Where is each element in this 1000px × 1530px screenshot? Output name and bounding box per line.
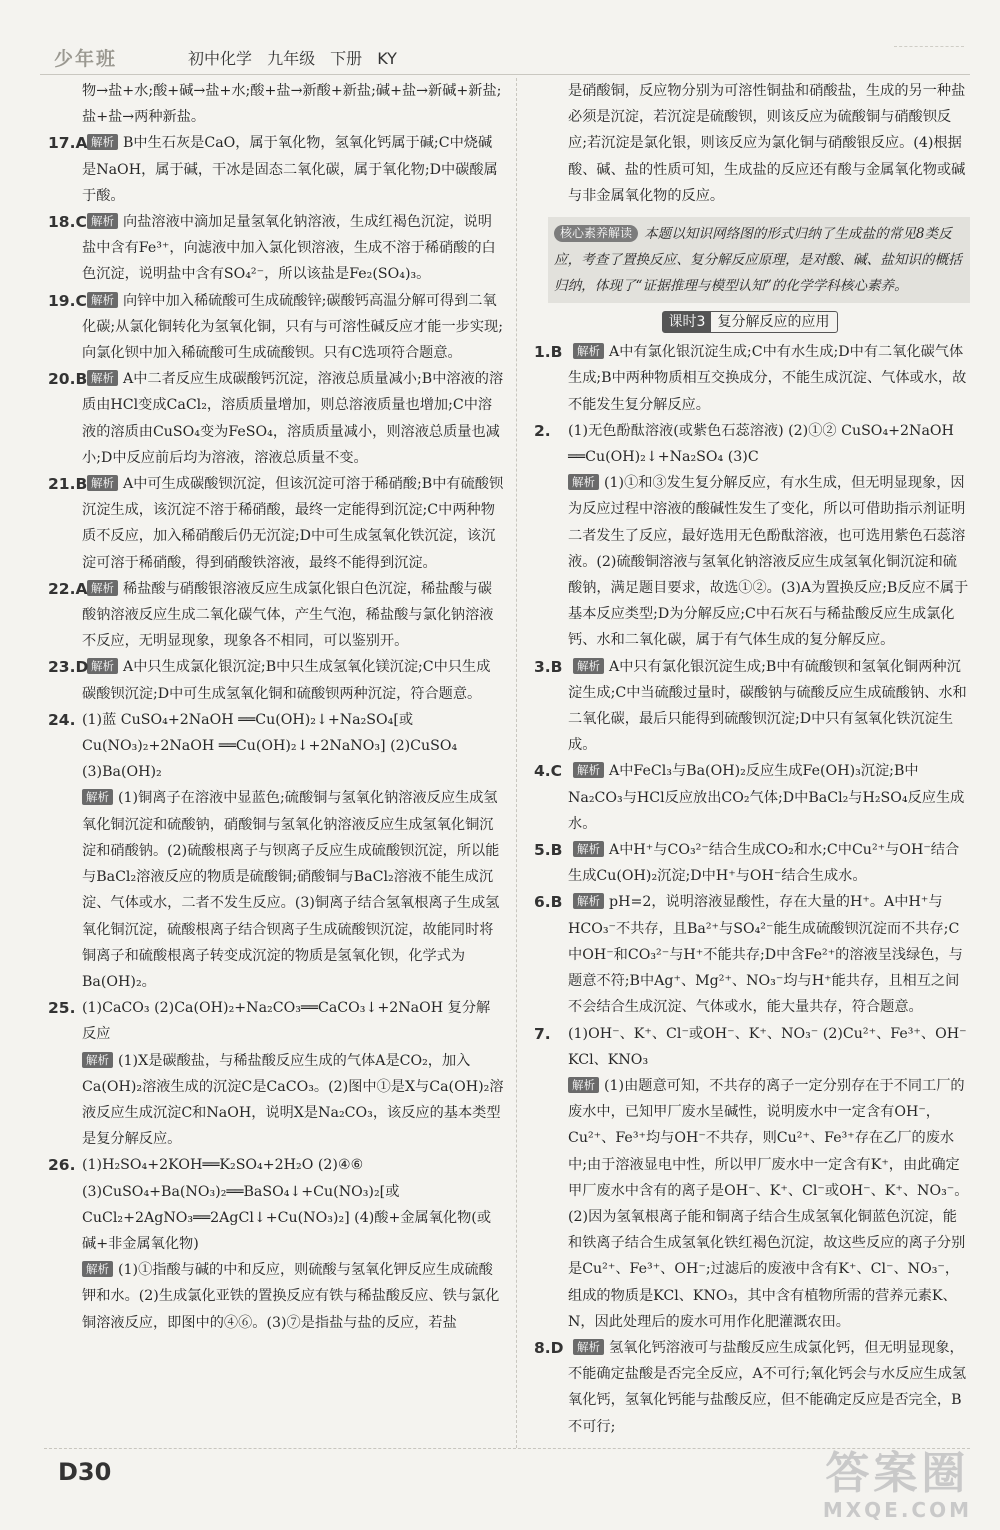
column-divider — [516, 78, 517, 1448]
analysis-tag: 解析 — [87, 134, 118, 150]
analysis-tag: 解析 — [87, 292, 118, 308]
analysis-tag: 解析 — [82, 789, 113, 805]
answer-item — [44, 78, 504, 130]
header-decoration — [894, 46, 964, 67]
answer-item — [44, 707, 504, 786]
subject-title: 初中化学 九年级 下册 KY — [188, 49, 397, 68]
analysis-tag: 解析 — [87, 475, 118, 491]
question-number: 23.D — [48, 658, 89, 677]
answer-item — [530, 1021, 970, 1073]
answer-item — [530, 1073, 970, 1335]
lesson-title: 复分解反应的应用 — [717, 314, 830, 331]
answer-text: A中H⁺与CO₃²⁻结合生成CO₂和水;C中Cu²⁺与OH⁻结合生成Cu(OH)₂沉淀;D中H⁺与OH⁻结合生成水。 — [568, 842, 960, 885]
watermark-url: MXQE.COM — [822, 1498, 972, 1522]
answer-text: (1)OH⁻、K⁺、Cl⁻或OH⁻、K⁺、NO₃⁻ (2)Cu²⁺、Fe³⁺、OH⁻ KCl、KNO₃ — [568, 1025, 967, 1068]
answer-item — [44, 209, 504, 288]
answer-item — [44, 130, 504, 209]
question-number: 20.B — [48, 370, 88, 389]
answer-item — [530, 339, 970, 418]
analysis-tag: 解析 — [87, 213, 118, 229]
answer-text: 氢氧化钙溶液可与盐酸反应生成氯化钙，但无明显现象，不能确定盐酸是否完全反应，A不可行;氧化钙会与水反应生成氢氧化钙，氢氧化钙能与盐酸反应，但不能确定反应是否完全，B不可行; — [568, 1339, 967, 1435]
answer-item — [44, 654, 504, 706]
answer-item — [44, 785, 504, 995]
answer-item — [44, 576, 504, 655]
analysis-tag: 解析 — [87, 580, 118, 596]
answer-text: A中只有氯化银沉淀生成;B中有硫酸钡和氢氧化铜两种沉淀生成;C中当硫酸过量时，碳酸钠与硫酸反应生成硫酸钠、水和二氧化碳，最后只能得到硫酸钡沉淀;D中只有氢氧化铁沉淀生成。 — [568, 658, 967, 754]
answer-text: B中生石灰是CaO，属于氧化物，氢氧化钙属于碱;C中烧碱是NaOH，属于碱，干冰是固态二氧化碳，属于氧化物;D中碳酸属于酸。 — [82, 135, 498, 204]
analysis-tag: 解析 — [87, 658, 118, 674]
answer-item — [44, 995, 504, 1047]
note-label: 核心素养解读 — [554, 225, 638, 242]
watermark-logo: 答案圈 — [825, 1448, 970, 1499]
answer-item — [44, 471, 504, 576]
answer-text: (1)无色酚酞溶液(或紫色石蕊溶液) (2)①② CuSO₄+2NaOH ══Cu(OH)₂↓+Na₂SO₄ (3)C — [568, 422, 954, 466]
question-number: 1.B — [534, 343, 563, 362]
answer-item — [530, 470, 970, 653]
answer-text: pH=2，说明溶液显酸性，存在大量的H⁺。A中H⁺与HCO₃⁻不共存，且Ba²⁺与SO₄²⁻能生成硫酸钡沉淀而不共存;C中OH⁻和CO₃²⁻与H⁺不能共存;D中含Fe²⁺的溶液呈浅绿色，与题意不符;B中Ag⁺、Mg²⁺、NO₃⁻均与H⁺能共存，且相互之间不会结合生成沉淀、气体或水，能大量共存，符合题意。 — [568, 894, 963, 1016]
analysis-tag: 解析 — [568, 474, 599, 490]
answer-item — [530, 1335, 970, 1440]
question-number: 4.C — [534, 762, 563, 781]
analysis-tag: 解析 — [568, 1077, 599, 1093]
watermark — [823, 1450, 972, 1522]
analysis-tag: 解析 — [573, 658, 604, 674]
analysis-tag: 解析 — [573, 841, 604, 857]
question-number: 22.A — [48, 579, 88, 598]
lesson-heading — [530, 309, 970, 335]
question-number: 2. — [534, 421, 551, 440]
question-number: 24. — [48, 710, 76, 729]
question-number: 17.A — [48, 134, 88, 153]
answer-item — [530, 889, 970, 1020]
continued-answer: 是硝酸铜，反应物分别为可溶性铜盐和硝酸盐，生成的另一种盐必须是沉淀，若沉淀是硫酸钡，则该反应为硫酸铜与硝酸钡反应;若沉淀是氯化银，则该反应为氯化铜与硝酸银反应。(4)根据酸、碱、盐的性质可知，生成盐的反应还有酸与金属氧化物或碱与非金属氧化物的反应。 — [568, 83, 966, 204]
answer-item — [44, 1048, 504, 1153]
answer-text: A中FeCl₃与Ba(OH)₂反应生成Fe(OH)₃沉淀;B中Na₂CO₃与HCl反应放出CO₂气体;D中BaCl₂与H₂SO₄反应生成水。 — [568, 763, 965, 832]
answer-text: A中可生成碳酸钡沉淀，但该沉淀可溶于稀硝酸;B中有硫酸钡沉淀生成，该沉淀不溶于稀硝酸，最终一定能得到沉淀;C中两种物质不反应，加入稀硝酸后仍无沉淀;D中可生成氢氧化铁沉淀，该沉淀可溶于稀硝酸，得到硝酸铁溶液，最终不能得到沉淀。 — [82, 476, 504, 571]
answer-text: (1)①指酸与碱的中和反应，则硫酸与氢氧化钾反应生成硫酸钾和水。(2)生成氯化亚铁的置换反应有铁与稀盐酸反应、铁与氯化铜溶液反应，即图中的④⑥。(3)⑦是指盐与盐的反应，若盐 — [82, 1262, 500, 1331]
answer-text: (1)CaCO₃ (2)Ca(OH)₂+Na₂CO₃══CaCO₃↓+2NaOH 复分解反应 — [82, 1000, 491, 1043]
question-number: 7. — [534, 1024, 551, 1043]
answer-text: (1)由题意可知，不共存的离子一定分别存在于不同工厂的废水中，已知甲厂废水呈碱性，说明废水中一定含有OH⁻，Cu²⁺、Fe³⁺均与OH⁻不共存，则Cu²⁺、Fe³⁺存在乙厂的废水中;由于溶液显电中性，所以甲厂废水中一定含有K⁺，由此确定甲厂废水中含有的离子是OH⁻、K⁺、Cl⁻或OH⁻、K⁺、NO₃⁻。(2)因为氢氧根离子能和铜离子结合生成氢氧化铜蓝色沉淀，能和铁离子结合生成氢氧化铁红褐色沉淀，故这些反应的离子分别是Cu²⁺、Fe³⁺、OH⁻;过滤后的废液中含有K⁺、Cl⁻、NO₃⁻，组成的物质是KCl、KNO₃，其中含有植物所需的营养元素K、N，因此处理后的废水可用作化肥灌溉农田。 — [568, 1077, 969, 1330]
answer-text: 稀盐酸与硝酸银溶液反应生成氯化银白色沉淀，稀盐酸与碳酸钠溶液反应生成二氧化碳气体，产生气泡，稀盐酸与氯化钠溶液不反应，无明显现象，现象各不相同，可以鉴别开。 — [82, 580, 494, 650]
left-column — [44, 78, 504, 1336]
answer-text: A中二者反应生成碳酸钙沉淀，溶液总质量减小;B中溶液的溶质由HCl变成CaCl₂，溶质质量增加，则总溶液质量也增加;C中溶液的溶质由CuSO₄变为FeSO₄，溶质质量减小，则溶液总质量也减小;D中反应前后均为溶液，溶液总质量不变。 — [82, 371, 504, 466]
right-column — [530, 78, 970, 1440]
question-number: 19.C — [48, 291, 87, 310]
answer-item — [44, 1257, 504, 1336]
answer-item — [530, 418, 970, 470]
analysis-tag: 解析 — [573, 762, 604, 778]
answer-item — [530, 758, 970, 837]
answer-text: A中有氯化银沉淀生成;C中有水生成;D中有二氧化碳气体生成;B中两种物质相互交换成分，不能生成沉淀、气体或水，故不能发生复分解反应。 — [568, 344, 967, 413]
question-number: 25. — [48, 999, 76, 1018]
analysis-tag: 解析 — [87, 370, 118, 386]
answer-text: (1)蓝 CuSO₄+2NaOH ══Cu(OH)₂↓+Na₂SO₄[或Cu(NO₃)₂+2NaOH ══Cu(OH)₂↓+2NaNO₃] (2)CuSO₄ (3)Ba(OH)₂ — [82, 711, 458, 781]
answer-text: (1)X是碳酸盐，与稀盐酸反应生成的气体A是CO₂，加入Ca(OH)₂溶液生成的沉淀C是CaCO₃。(2)图中①是X与Ca(OH)₂溶液反应生成沉淀C和NaOH，说明X是Na₂CO₃，该反应的基本类型是复分解反应。 — [82, 1052, 504, 1148]
answer-text: (1)铜离子在溶液中显蓝色;硫酸铜与氢氧化钠溶液反应生成氢氧化铜沉淀和硫酸钠，硝酸铜与氢氧化钠溶液反应生成氢氧化铜沉淀和硝酸钠。(2)硫酸根离子与钡离子反应生成硫酸钡沉淀，所以能与BaCl₂溶液反应的物质是硫酸铜;硝酸铜与BaCl₂溶液不能生成沉淀、气体或水，二者不发生反应。(3)铜离子结合氢氧根离子生成氢氧化铜沉淀，硫酸根离子结合钡离子生成硫酸钡沉淀，故能同时将铜离子和硫酸根离子转变成沉淀的物质是氢氧化钡，化学式为Ba(OH)₂。 — [82, 790, 500, 990]
answer-text: A中只生成氯化银沉淀;B中只生成氢氧化镁沉淀;C中只生成碳酸钡沉淀;D中可生成氢氧化铜和硫酸钡两种沉淀，符合题意。 — [82, 659, 491, 702]
question-number: 3.B — [534, 657, 563, 676]
question-number: 8.D — [534, 1338, 564, 1357]
lesson-number: 课时3 — [663, 312, 712, 332]
analysis-tag: 解析 — [82, 1052, 113, 1068]
question-number: 26. — [48, 1156, 76, 1175]
answer-text: (1)H₂SO₄+2KOH══K₂SO₄+2H₂O (2)④⑥ (3)CuSO₄+Ba(NO₃)₂══BaSO₄↓+Cu(NO₃)₂[或CuCl₂+2AgNO₃══2AgCl↓+Cu(NO₃)₂] (4)酸+金属氧化物(或碱+非金属氧化物) — [82, 1157, 492, 1252]
note-text: 本题以知识网络图的形式归纳了生成盐的常见8类反应，考查了置换反应、复分解反应原理，是对酸、碱、盐知识的概括归纳，体现了“证据推理与模型认知”的化学学科核心素养。 — [554, 226, 962, 295]
analysis-tag: 解析 — [573, 893, 604, 909]
question-number: 21.B — [48, 475, 88, 494]
question-number: 5.B — [534, 841, 563, 860]
question-number: 18.C — [48, 213, 87, 232]
brand-logo: 少年班 — [54, 48, 118, 70]
answer-item — [44, 366, 504, 471]
page-header — [40, 40, 970, 75]
answer-text: 物→盐+水;酸+碱→盐+水;酸+盐→新酸+新盐;碱+盐→新碱+新盐;盐+盐→两种新盐。 — [82, 83, 502, 126]
answer-item — [530, 654, 970, 759]
right-answers — [530, 339, 970, 1440]
question-number: 6.B — [534, 893, 563, 912]
answer-text: 向盐溶液中滴加足量氢氧化钠溶液，生成红褐色沉淀，说明盐中含有Fe³⁺，向滤液中加入氯化钡溶液，生成不溶于稀硝酸的白色沉淀，说明盐中含有SO₄²⁻，所以该盐是Fe₂(SO₄)₃。 — [82, 214, 496, 283]
analysis-tag: 解析 — [573, 343, 604, 359]
page-number: D30 — [58, 1458, 112, 1486]
analysis-tag: 解析 — [573, 1339, 604, 1355]
answer-item — [44, 1152, 504, 1257]
answer-text: (1)①和③发生复分解反应，有水生成，但无明显现象，因为反应过程中溶液的酸碱性发生了变化，所以可借助指示剂证明二者发生了反应，最好选用无色酚酞溶液，也可选用紫色石蕊溶液。(2)硫酸铜溶液与氢氧化钠溶液反应生成氢氧化铜沉淀和硫酸钠，满足题目要求，故选①②。(3)A为置换反应;B反应不属于基本反应类型;D为分解反应;C中石灰石与稀盐酸反应生成氯化钙、水和二氧化碳，属于有气体生成的复分解反应。 — [568, 475, 969, 649]
analysis-tag: 解析 — [82, 1261, 113, 1277]
answer-text: 向锌中加入稀硫酸可生成硫酸锌;碳酸钙高温分解可得到二氧化碳;从氯化铜转化为氢氧化铜，只有与可溶性碱反应才能一步实现;向氯化钡中加入稀硫酸可生成硫酸钡。只有C选项符合题意。 — [82, 292, 503, 362]
answer-item — [44, 288, 504, 367]
core-literacy-note — [548, 217, 970, 303]
answer-item — [530, 837, 970, 889]
